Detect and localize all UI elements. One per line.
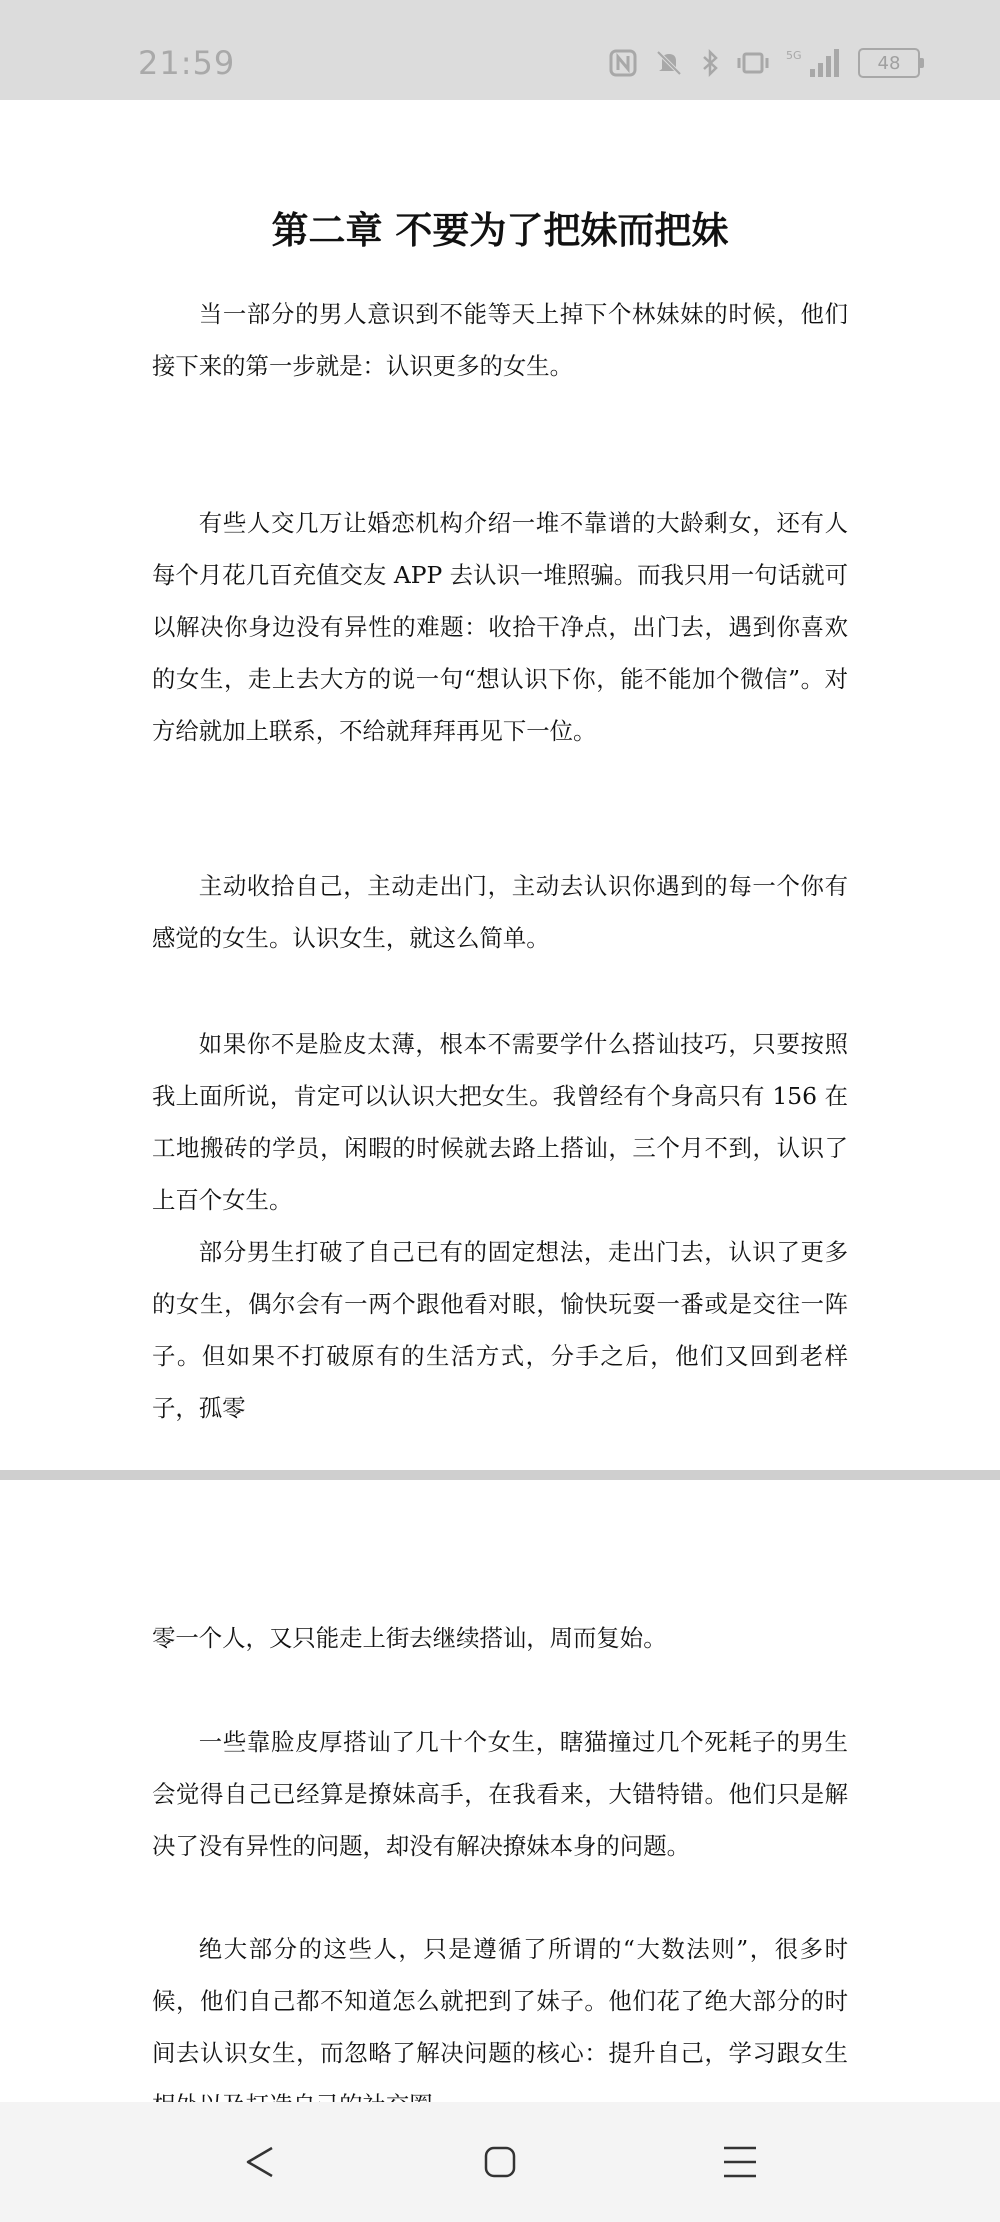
- vibrate-icon: [736, 48, 770, 78]
- chapter-title: 第二章 不要为了把妹而把妹: [271, 209, 729, 252]
- paragraph: 有些人交几万让婚恋机构介绍一堆不靠谱的大龄剩女，还有人每个月花几百充值交友 APP 去认识一堆照骗。而我只用一句话就可以解决你身边没有异性的难题：收拾干净点，出门去，遇到你喜欢的女生，走上去大方的说一句“想认识下你，能不能加个微信”。对方给就加上联系，不给就拜拜再见下一位。: [152, 509, 848, 745]
- paragraph: 主动收拾自己，主动走出门，主动去认识你遇到的每一个你有感觉的女生。认识女生，就这么简单。: [152, 872, 848, 952]
- document-page-1: [0, 100, 1000, 1470]
- page-separator: [0, 1470, 1000, 1480]
- home-icon: [482, 2144, 518, 2180]
- paragraph: 如果你不是脸皮太薄，根本不需要学什么搭讪技巧，只要按照我上面所说，肯定可以认识大把女生。我曾经有个身高只有 156 在工地搬砖的学员，闲暇的时候就去路上搭讪，三个月不到，认识了上百个女生。: [152, 1030, 848, 1214]
- paragraph: 部分男生打破了自己已有的固定想法，走出门去，认识了更多的女生，偶尔会有一两个跟他看对眼，愉快玩耍一番或是交往一阵子。但如果不打破原有的生活方式，分手之后，他们又回到老样子，孤零: [152, 1238, 848, 1422]
- battery-indicator: [858, 48, 920, 78]
- svg-text:5G: 5G: [786, 49, 802, 62]
- home-button[interactable]: [470, 2140, 530, 2184]
- status-time: 21:59: [138, 44, 236, 82]
- document-page-2: [0, 1480, 1000, 2102]
- status-icons: [608, 46, 920, 80]
- signal-5g-icon: [786, 47, 842, 79]
- menu-icon: [720, 2144, 760, 2180]
- paragraph: 当一部分的男人意识到不能等天上掉下个林妹妹的时候，他们接下来的第一步就是：认识更多的女生。: [152, 300, 848, 380]
- paragraph: 零一个人，又只能走上街去继续搭讪，周而复始。: [152, 1624, 667, 1652]
- back-button[interactable]: [230, 2140, 290, 2184]
- navigation-bar: [0, 2102, 1000, 2222]
- menu-button[interactable]: [710, 2140, 770, 2184]
- nfc-icon: [608, 48, 638, 78]
- paragraph: 绝大部分的这些人，只是遵循了所谓的“大数法则”，很多时候，他们自己都不知道怎么就把到了妹子。他们花了绝大部分的时间去认识女生，而忽略了解决问题的核心：提升自己，学习跟女生: [152, 1935, 848, 2067]
- battery-level: 48: [877, 52, 901, 74]
- bluetooth-icon: [700, 48, 720, 78]
- status-bar: [0, 0, 1000, 100]
- back-icon: [242, 2144, 278, 2180]
- mute-icon: [654, 48, 684, 78]
- paragraph: 一些靠脸皮厚搭讪了几十个女生，瞎猫撞过几个死耗子的男生会觉得自己已经算是撩妹高手，在我看来，大错特错。他们只是解决了没有异性的问题，却没有解决撩妹本身的问题。: [152, 1728, 848, 1860]
